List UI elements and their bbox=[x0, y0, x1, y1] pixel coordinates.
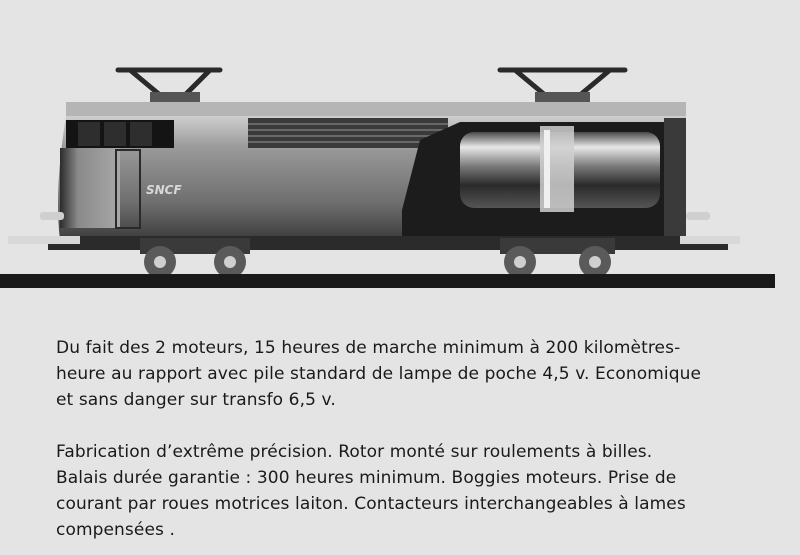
paragraph-2-line-3: courant par roues motrices laiton. Contacteurs interchangeables à lames bbox=[56, 494, 686, 514]
paragraph-2-line-2: Balais durée garantie : 300 heures minimum. Boggies moteurs. Prise de bbox=[56, 468, 677, 488]
bogie-rear bbox=[500, 238, 615, 278]
motor-cylinder bbox=[460, 126, 660, 212]
cab-rear bbox=[664, 118, 686, 238]
pantograph-left bbox=[118, 70, 220, 102]
cab-windows bbox=[66, 120, 174, 148]
pantograph-right bbox=[500, 70, 625, 102]
locomotive-photo bbox=[0, 40, 800, 295]
louvre-grille bbox=[248, 118, 448, 148]
bogie-front bbox=[140, 238, 250, 278]
sncf-logo: SNCF bbox=[146, 183, 182, 197]
paragraph-1-line-1: Du fait des 2 moteurs, 15 heures de marche minimum à 200 kilomètres- bbox=[56, 338, 681, 358]
paragraph-1-line-2: heure au rapport avec pile standard de lampe de poche 4,5 v. Economique bbox=[56, 364, 702, 384]
paragraph-2-line-4: compensées . bbox=[56, 520, 175, 540]
paragraph-2-line-1: Fabrication d’extrême précision. Rotor monté sur roulements à billes. bbox=[56, 442, 653, 462]
rail bbox=[0, 274, 775, 288]
roof bbox=[66, 102, 686, 116]
description-paragraph-1 bbox=[56, 335, 780, 413]
description-paragraph-2 bbox=[56, 439, 780, 543]
paragraph-1-line-3: et sans danger sur transfo 6,5 v. bbox=[56, 390, 336, 410]
cab-front bbox=[60, 148, 120, 228]
